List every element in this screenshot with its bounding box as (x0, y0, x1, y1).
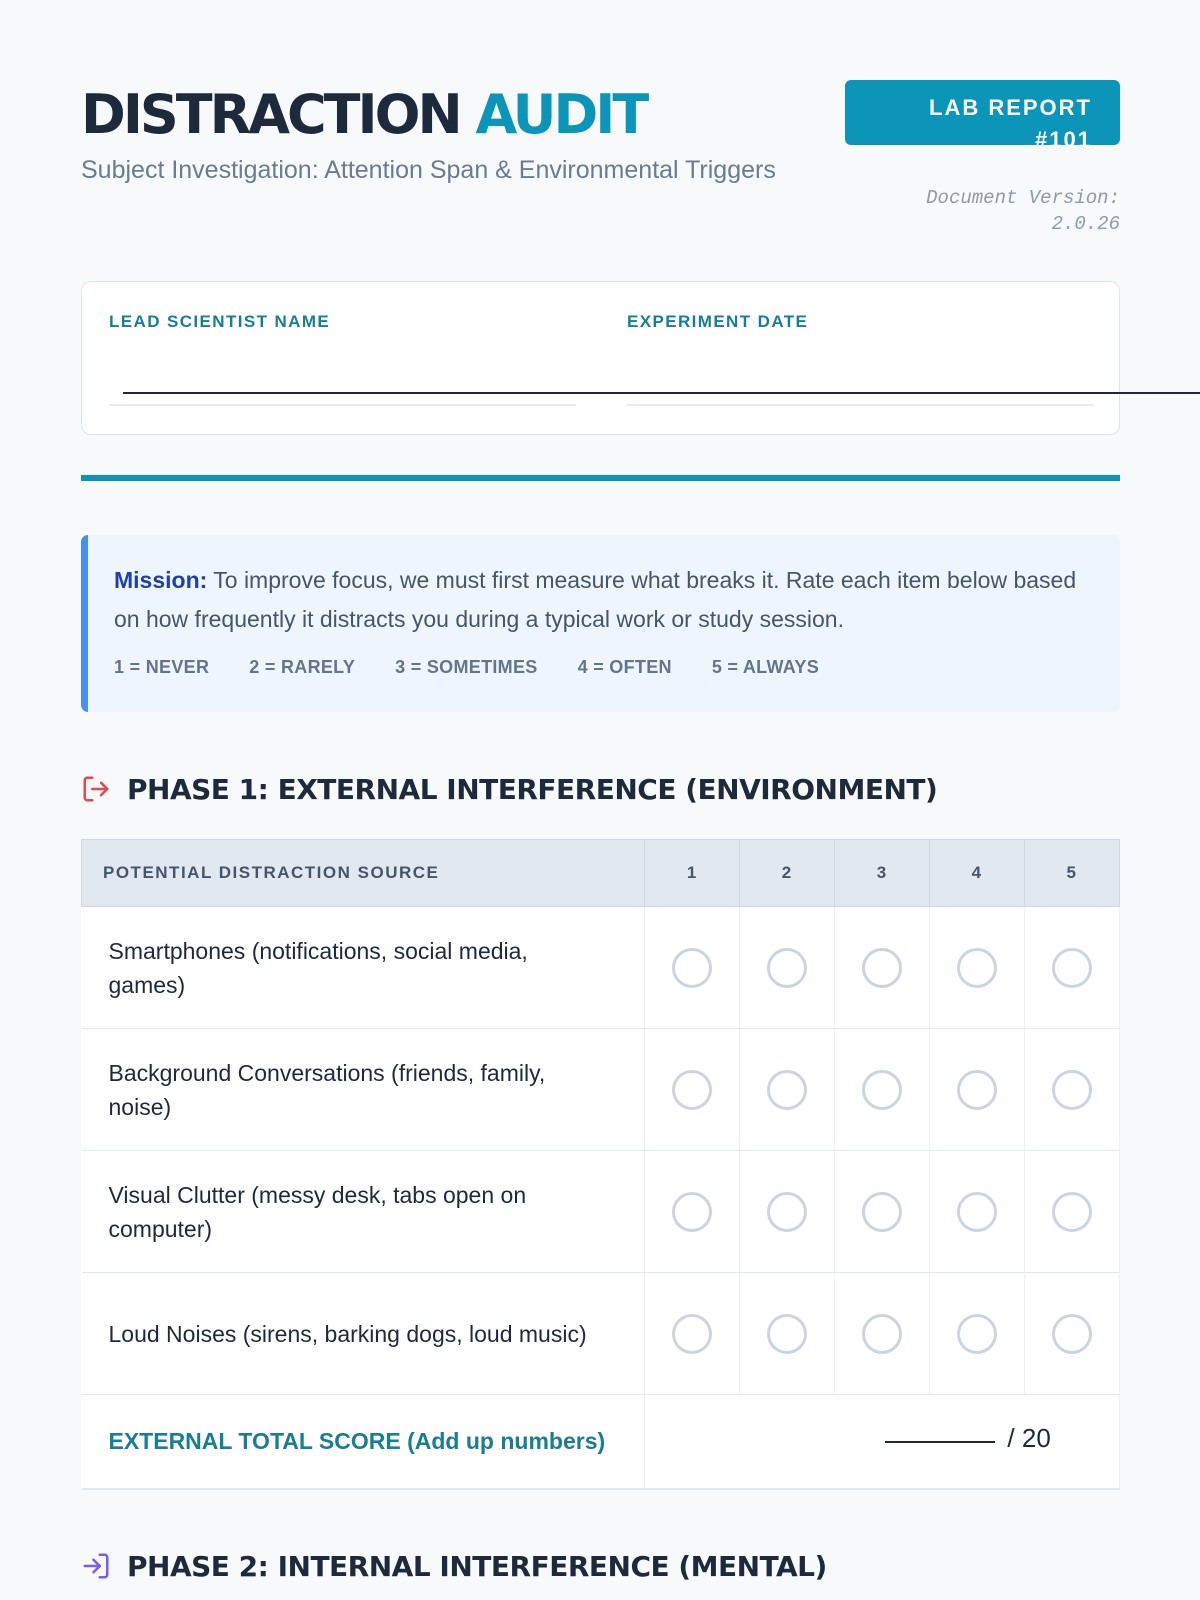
external-rating-table (81, 839, 1120, 1490)
rating-scale-legend (114, 657, 1088, 678)
phase2-title: PHASE 2: INTERNAL INTERFERENCE (MENTAL) (127, 1549, 827, 1583)
rating-cell (1025, 907, 1120, 1029)
badge-line1: LAB REPORT (929, 95, 1092, 120)
rating-cell (740, 907, 835, 1029)
version-label: Document Version: (926, 187, 1120, 209)
report-header (81, 80, 1120, 250)
rating-radio-3[interactable] (862, 1192, 902, 1232)
scale-item: 5 = ALWAYS (711, 657, 820, 677)
rating-cell (930, 1151, 1025, 1273)
rating-cell (930, 1273, 1025, 1395)
rating-cell (1025, 1151, 1120, 1273)
scale-item: 4 = OFTEN (577, 657, 672, 677)
table-row (82, 1029, 1120, 1151)
rating-cell (835, 1151, 930, 1273)
scale-item: 3 = SOMETIMES (395, 657, 538, 677)
experiment-date-label: EXPERIMENT DATE (627, 312, 809, 331)
scientist-name-label: LEAD SCIENTIST NAME (109, 312, 331, 331)
rating-radio-2[interactable] (767, 1070, 807, 1110)
phase1-title: PHASE 1: EXTERNAL INTERFERENCE (ENVIRONMENT) (127, 772, 938, 806)
rating-column-header: 1 (645, 840, 740, 907)
phase2-heading (81, 1546, 827, 1586)
rating-column-header: 2 (740, 840, 835, 907)
rating-cell (740, 1273, 835, 1395)
rating-radio-3[interactable] (862, 1314, 902, 1354)
distraction-item: Loud Noises (sirens, barking dogs, loud music) (82, 1273, 645, 1395)
rating-radio-4[interactable] (957, 1070, 997, 1110)
version-value: 2.0.26 (1051, 213, 1120, 235)
rating-radio-5[interactable] (1052, 1314, 1092, 1354)
rating-cell (835, 907, 930, 1029)
section-divider (81, 475, 1120, 481)
total-score-label: EXTERNAL TOTAL SCORE (Add up numbers) (82, 1395, 645, 1489)
phase1-heading (81, 769, 937, 809)
rating-radio-4[interactable] (957, 948, 997, 988)
rating-radio-1[interactable] (672, 948, 712, 988)
title-accent: AUDIT (475, 83, 647, 146)
rating-cell (740, 1151, 835, 1273)
rating-radio-4[interactable] (957, 1314, 997, 1354)
page-subtitle: Subject Investigation: Attention Span & Environmental Triggers (81, 156, 776, 184)
rating-cell (740, 1029, 835, 1151)
rating-radio-3[interactable] (862, 948, 902, 988)
scientist-name-blank (123, 374, 713, 394)
distraction-item: Visual Clutter (messy desk, tabs open on computer) (82, 1151, 645, 1273)
total-score-cell (645, 1395, 1120, 1489)
rating-cell (1025, 1273, 1120, 1395)
rating-cell (645, 907, 740, 1029)
table-row (82, 1273, 1120, 1395)
mission-box (81, 535, 1120, 712)
rating-cell (835, 1273, 930, 1395)
rating-column-header: 3 (835, 840, 930, 907)
rating-cell (835, 1029, 930, 1151)
rating-cell (645, 1151, 740, 1273)
rating-radio-3[interactable] (862, 1070, 902, 1110)
mission-lead: Mission: (114, 567, 208, 593)
rating-radio-2[interactable] (767, 1192, 807, 1232)
rating-cell (645, 1029, 740, 1151)
rating-radio-5[interactable] (1052, 948, 1092, 988)
total-score-input[interactable] (885, 1441, 995, 1443)
mission-text (114, 561, 1088, 639)
rating-cell (930, 907, 1025, 1029)
rating-column-header: 5 (1025, 840, 1120, 907)
rating-column-header: 4 (930, 840, 1025, 907)
table-header-row (82, 840, 1120, 907)
total-score-max: / 20 (1007, 1423, 1051, 1453)
rating-radio-5[interactable] (1052, 1070, 1092, 1110)
rating-cell (645, 1273, 740, 1395)
experiment-date-input[interactable] (627, 366, 1094, 406)
distraction-item: Smartphones (notifications, social media, games) (82, 907, 645, 1029)
login-arrow-icon (81, 1551, 111, 1581)
table-row (82, 907, 1120, 1029)
scientist-name-input[interactable] (109, 366, 576, 406)
mission-body: To improve focus, we must first measure what breaks it. Rate each item below based on how frequently it distracts you during a typical work or study session. (114, 567, 1077, 632)
rating-cell (930, 1029, 1025, 1151)
rating-radio-1[interactable] (672, 1314, 712, 1354)
rating-radio-4[interactable] (957, 1192, 997, 1232)
total-score-row (82, 1395, 1120, 1489)
rating-cell (1025, 1029, 1120, 1151)
rating-radio-2[interactable] (767, 1314, 807, 1354)
scale-item: 2 = RARELY (249, 657, 356, 677)
info-card (81, 281, 1120, 435)
rating-radio-1[interactable] (672, 1192, 712, 1232)
table-row (82, 1151, 1120, 1273)
rating-radio-1[interactable] (672, 1070, 712, 1110)
rating-radio-5[interactable] (1052, 1192, 1092, 1232)
badge-line2: #101 (1035, 127, 1092, 152)
rating-radio-2[interactable] (767, 948, 807, 988)
experiment-date-blank (641, 374, 1200, 394)
lab-report-badge (845, 80, 1120, 152)
title-main: DISTRACTION (81, 83, 460, 146)
scale-item: 1 = NEVER (114, 657, 210, 677)
source-column-header: POTENTIAL DISTRACTION SOURCE (82, 840, 645, 907)
distraction-item: Background Conversations (friends, family, noise) (82, 1029, 645, 1151)
document-version (890, 185, 1120, 237)
page-title (81, 80, 646, 150)
logout-arrow-icon (81, 774, 111, 804)
